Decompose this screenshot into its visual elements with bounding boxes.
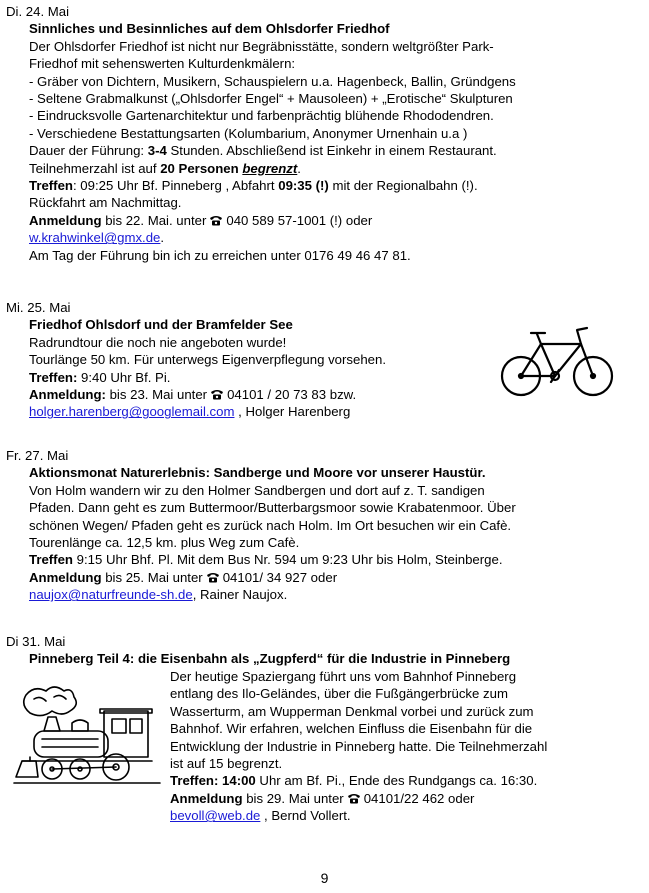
telephone-icon xyxy=(210,389,224,400)
description-line: Von Holm wandern wir zu den Holmer Sandbergen und dort auf z. T. sandigen xyxy=(29,482,485,498)
event-title: Friedhof Ohlsdorf und der Bramfelder See xyxy=(29,317,293,333)
description-line: Der Ohlsdorfer Friedhof ist nicht nur Begräbnisstätte, sondern weltgrößter Park- xyxy=(29,38,494,54)
meeting-time: : 14:00 xyxy=(213,773,256,789)
email-line xyxy=(29,229,642,246)
registration-label: Anmeldung xyxy=(29,569,102,585)
duration-suffix: Stunden. Abschließend ist Einkehr in einem Restaurant. xyxy=(166,143,497,159)
meeting-label: Treffen xyxy=(170,773,214,789)
email-link[interactable]: bevoll@web.de xyxy=(170,808,261,824)
participants-limited: begrenzt xyxy=(242,160,298,176)
meeting-text: Uhr am Bf. Pi., Ende des Rundgangs ca. 16:30. xyxy=(255,773,538,789)
description-line: - Gräber von Dichtern, Musikern, Schauspielern u.a. Hagenbeck, Ballin, Gründgens xyxy=(29,73,516,89)
participants-end: . xyxy=(297,160,301,176)
meeting-line xyxy=(170,772,547,789)
phone-number: 04101/22 462 oder xyxy=(363,790,475,806)
email-end: . xyxy=(160,230,165,246)
description-line: Tourenlänge ca. 12,5 km. plus Weg zum Cafè. xyxy=(29,535,300,551)
registration-line xyxy=(29,212,642,229)
phone-number: 04101 / 20 73 83 bzw. xyxy=(227,387,357,403)
event-2022-05-27 xyxy=(6,447,642,604)
event-date: Mi. 25. Mai xyxy=(6,300,71,315)
bicycle-illustration xyxy=(497,320,617,400)
telephone-icon xyxy=(209,215,223,226)
registration-text: bis 22. Mai. unter xyxy=(101,212,207,228)
email-link[interactable]: holger.harenberg@googlemail.com xyxy=(29,404,235,420)
description-line: Friedhof mit sehenswerten Kulturdenkmälern: xyxy=(29,56,296,72)
registration-label: Anmeldung xyxy=(29,212,102,228)
registration-text: bis 29. Mai unter xyxy=(242,790,344,806)
description-line: Wasserturm, am Wupperman Denkmal vorbei und zurück zum xyxy=(170,703,534,719)
email-end: , Bernd Vollert. xyxy=(260,808,351,824)
page-number: 9 xyxy=(320,870,329,886)
email-link[interactable]: naujox@naturfreunde-sh.de xyxy=(29,587,193,603)
email-end: , Rainer Naujox. xyxy=(192,587,288,603)
email-line xyxy=(170,807,547,824)
description-line: Entwicklung der Industrie in Pinneberg hatte. Die Teilnehmerzahl xyxy=(170,738,548,754)
description-line: - Eindrucksvolle Gartenarchitektur und farbenprächtig blühende Rhododendren. xyxy=(29,108,494,124)
registration-text: bis 25. Mai unter xyxy=(101,569,203,585)
description-line: - Verschiedene Bestattungsarten (Kolumbarium, Anonymer Urnenhain u.a ) xyxy=(29,125,468,141)
event-title: Sinnliches und Besinnliches auf dem Ohlsdorfer Friedhof xyxy=(29,21,390,37)
event-2022-05-24 xyxy=(6,3,642,264)
event-date: Di 31. Mai xyxy=(6,634,66,649)
meeting-text: : 09:25 Uhr Bf. Pinneberg , Abfahrt xyxy=(72,178,279,194)
meeting-label: Treffen xyxy=(29,178,73,194)
meeting-line xyxy=(29,177,642,194)
description-line: ist auf 15 begrenzt. xyxy=(170,756,283,772)
departure-time: 09:35 (!) xyxy=(278,178,329,194)
description-line: Radrundtour die noch nie angeboten wurde! xyxy=(29,334,287,350)
meeting-text: 9:15 Uhr Bhf. Pl. Mit dem Bus Nr. 594 um 9:23 Uhr bis Holm, Steinberge. xyxy=(72,552,503,568)
description-line: schönen Wegen/ Pfaden geht es zurück nach Holm. Im Ort besuchen wir ein Cafè. xyxy=(29,517,512,533)
duration-line xyxy=(29,142,642,159)
registration-line xyxy=(29,569,642,586)
steam-train-illustration xyxy=(12,683,162,788)
phone-number: 04101/ 34 927 oder xyxy=(222,569,338,585)
telephone-icon xyxy=(347,793,361,804)
phone-number: 040 589 57-1001 (!) oder xyxy=(226,212,373,228)
description-line: Pfaden. Dann geht es zum Buttermoor/Butterbargsmoor sowie Krabatenmoor. Über xyxy=(29,500,516,516)
email-link[interactable]: w.krahwinkel@gmx.de xyxy=(29,230,161,246)
email-end: , Holger Harenberg xyxy=(234,404,351,420)
registration-label: Anmeldung: xyxy=(29,387,106,403)
meeting-label: Treffen: xyxy=(29,369,78,385)
participants-line xyxy=(29,160,642,177)
description-line: Der heutige Spaziergang führt uns vom Bahnhof Pinneberg xyxy=(170,669,517,684)
participants-value: 20 Personen xyxy=(160,160,239,176)
meeting-line xyxy=(29,551,642,568)
event-date: Fr. 27. Mai xyxy=(6,448,69,463)
reach-line: Am Tag der Führung bin ich zu erreichen unter 0176 49 46 47 81. xyxy=(29,247,411,263)
event-2022-05-31 xyxy=(6,633,642,824)
meeting-end: mit der Regionalbahn (!). xyxy=(328,178,478,194)
registration-text: bis 23. Mai unter xyxy=(105,387,208,403)
description-line: - Seltene Grabmalkunst („Ohlsdorfer Engel“ + Mausoleen) + „Erotische“ Skulpturen xyxy=(29,91,513,107)
email-line xyxy=(29,403,642,420)
event-date: Di. 24. Mai xyxy=(6,4,70,19)
telephone-icon xyxy=(206,572,220,583)
return-line: Rückfahrt am Nachmittag. xyxy=(29,195,182,211)
description-line: entlang des Ilo-Geländes, über die Fußgängerbrücke zum xyxy=(170,686,508,702)
duration-prefix: Dauer der Führung: xyxy=(29,143,148,159)
meeting-text: 9:40 Uhr Bf. Pi. xyxy=(77,369,171,385)
meeting-label: Treffen xyxy=(29,552,73,568)
event-description-block xyxy=(170,668,547,825)
duration-value: 3-4 xyxy=(147,143,167,159)
email-line xyxy=(29,586,642,603)
event-title: Pinneberg Teil 4: die Eisenbahn als „Zugpferd“ für die Industrie in Pinneberg xyxy=(29,651,511,667)
registration-label: Anmeldung xyxy=(170,790,243,806)
participants-prefix: Teilnehmerzahl ist auf xyxy=(29,160,161,176)
description-line: Tourlänge 50 km. Für unterwegs Eigenverpflegung vorsehen. xyxy=(29,352,387,368)
event-title: Aktionsmonat Naturerlebnis: Sandberge und Moore vor unserer Haustür. xyxy=(29,465,486,481)
description-line: Bahnhof. Wir erfahren, welchen Einfluss die Eisenbahn für die xyxy=(170,721,533,737)
registration-line xyxy=(170,790,547,807)
